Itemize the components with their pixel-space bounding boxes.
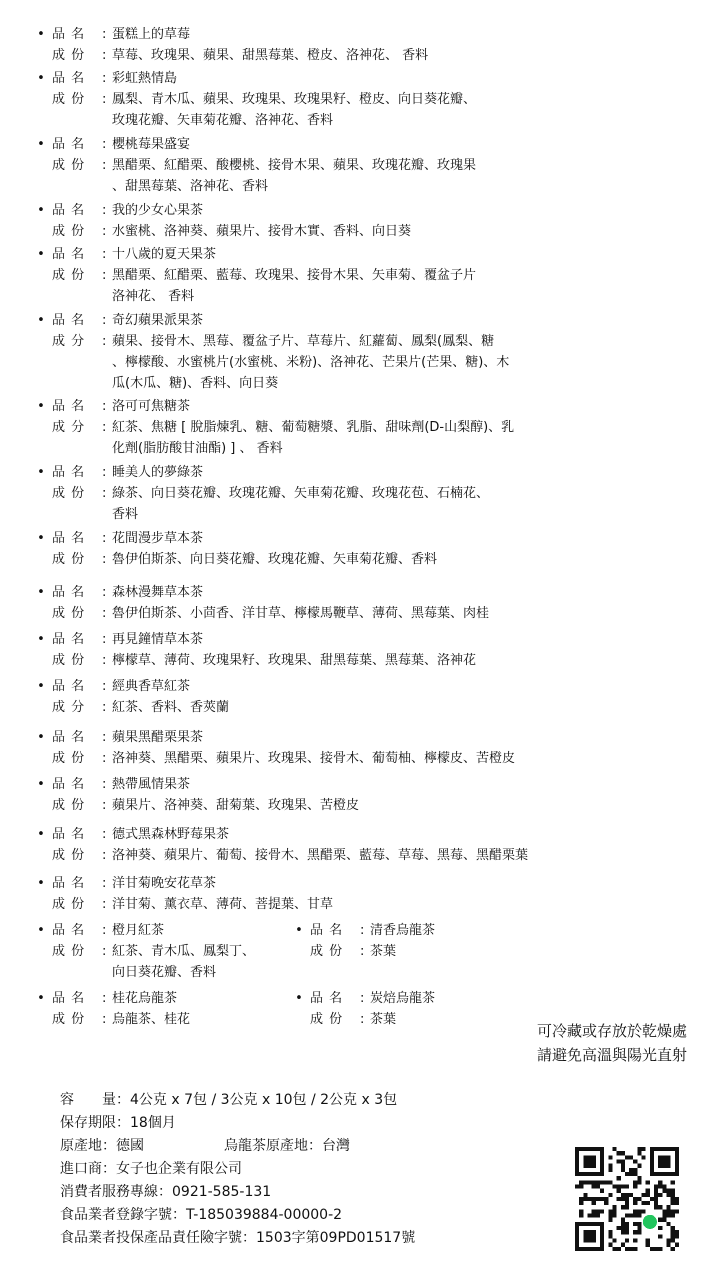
ingredients-label: 成 份 bbox=[52, 798, 86, 813]
bullet-icon: • bbox=[37, 632, 45, 647]
colon: : bbox=[102, 486, 107, 501]
colon: : bbox=[102, 991, 107, 1006]
product-name: 十八歲的夏天果茶 bbox=[112, 247, 217, 262]
name-label: 品 名 bbox=[52, 730, 86, 745]
name-label: 品 名 bbox=[52, 71, 86, 86]
ingredients-label: 成 份 bbox=[52, 653, 86, 668]
product-name: 花間漫步草本茶 bbox=[112, 531, 204, 546]
oolong-origin: 烏龍茶原產地：台灣 bbox=[224, 1138, 350, 1154]
bullet-icon: • bbox=[37, 679, 45, 694]
name-label: 品 名 bbox=[52, 876, 86, 891]
bullet-icon: • bbox=[37, 991, 45, 1006]
name-label: 品 名 bbox=[52, 247, 86, 262]
product-name: 再見鐘情草本茶 bbox=[112, 632, 204, 647]
origin: 原產地：德國 bbox=[60, 1138, 144, 1154]
colon: : bbox=[102, 897, 107, 912]
product-entry bbox=[36, 988, 190, 1030]
product-name: 桂花烏龍茶 bbox=[112, 991, 178, 1006]
colon: : bbox=[102, 876, 107, 891]
product-name: 睡美人的夢綠茶 bbox=[112, 465, 204, 480]
colon: : bbox=[102, 632, 107, 647]
product-name: 橙月紅茶 bbox=[112, 923, 165, 938]
colon: : bbox=[102, 158, 107, 173]
colon: : bbox=[102, 92, 107, 107]
colon: : bbox=[102, 420, 107, 435]
ingredients-continuation: 向日葵花瓣、香料 bbox=[112, 965, 217, 980]
ingredients-text: 紅茶、焦糖 [ 脫脂煉乳、糖、葡萄糖漿、乳脂、甜味劑(D-山梨醇)、乳 bbox=[112, 420, 515, 435]
bullet-icon: • bbox=[37, 923, 45, 938]
shelf-life: 保存期限：18個月 bbox=[60, 1115, 176, 1131]
product-entry bbox=[36, 310, 509, 394]
ingredients-label: 成 份 bbox=[52, 897, 86, 912]
name-label: 品 名 bbox=[52, 313, 86, 328]
product-name: 清香烏龍茶 bbox=[370, 923, 436, 938]
ingredients-label: 成 份 bbox=[52, 486, 86, 501]
colon: : bbox=[102, 679, 107, 694]
product-name: 森林漫舞草本茶 bbox=[112, 585, 204, 600]
ingredients-label: 成 份 bbox=[52, 268, 86, 283]
product-name: 彩虹熱情島 bbox=[112, 71, 178, 86]
ingredients-continuation: 、檸檬酸、水蜜桃片(水蜜桃、米粉)、洛神花、芒果片(芒果、糖)、木 bbox=[112, 355, 510, 370]
bullet-icon: • bbox=[37, 399, 45, 414]
colon: : bbox=[102, 606, 107, 621]
ingredients-continuation: 、甜黑莓葉、洛神花、香料 bbox=[112, 179, 269, 194]
product-name: 我的少女心果茶 bbox=[112, 203, 204, 218]
ingredients-label: 成 份 bbox=[310, 1012, 344, 1027]
bullet-icon: • bbox=[37, 531, 45, 546]
product-entry bbox=[36, 582, 489, 624]
storage-notice bbox=[537, 1019, 687, 1067]
ingredients-label: 成 份 bbox=[52, 158, 86, 173]
colon: : bbox=[102, 585, 107, 600]
bullet-icon: • bbox=[37, 876, 45, 891]
colon: : bbox=[102, 48, 107, 63]
colon: : bbox=[102, 552, 107, 567]
ingredients-continuation: 洛神花、 香料 bbox=[112, 289, 195, 304]
colon: : bbox=[102, 1012, 107, 1027]
product-name: 德式黑森林野莓果茶 bbox=[112, 827, 230, 842]
ingredients-label: 成 份 bbox=[52, 92, 86, 107]
name-label: 品 名 bbox=[310, 991, 344, 1006]
name-label: 品 名 bbox=[52, 827, 86, 842]
ingredients-label: 成 份 bbox=[52, 552, 86, 567]
product-entry bbox=[36, 24, 428, 66]
ingredients-label: 成 份 bbox=[52, 944, 86, 959]
product-entry bbox=[36, 528, 437, 570]
colon: : bbox=[102, 71, 107, 86]
product-name: 蘋果黑醋栗果茶 bbox=[112, 730, 204, 745]
colon: : bbox=[360, 944, 365, 959]
name-label: 品 名 bbox=[52, 137, 86, 152]
product-name: 洛可可焦糖茶 bbox=[112, 399, 191, 414]
bullet-icon: • bbox=[37, 71, 45, 86]
product-name: 洋甘菊晚安花草茶 bbox=[112, 876, 217, 891]
capacity: 容 量：4公克 x 7包 / 3公克 x 10包 / 2公克 x 3包 bbox=[60, 1092, 398, 1108]
bullet-icon: • bbox=[37, 585, 45, 600]
product-name: 經典香草紅茶 bbox=[112, 679, 191, 694]
name-label: 品 名 bbox=[52, 27, 86, 42]
name-label: 品 名 bbox=[52, 679, 86, 694]
product-entry bbox=[36, 629, 476, 671]
colon: : bbox=[102, 247, 107, 262]
product-name: 蛋糕上的草莓 bbox=[112, 27, 191, 42]
ingredients-text: 蘋果、接骨木、黑莓、覆盆子片、草莓片、紅蘿蔔、鳳梨(鳳梨、糖 bbox=[112, 334, 495, 349]
colon: : bbox=[102, 137, 107, 152]
product-entry bbox=[36, 873, 333, 915]
product-name: 奇幻蘋果派果茶 bbox=[112, 313, 204, 328]
colon: : bbox=[102, 798, 107, 813]
colon: : bbox=[102, 848, 107, 863]
name-label: 品 名 bbox=[52, 585, 86, 600]
name-label: 品 名 bbox=[52, 399, 86, 414]
ingredients-label: 成 份 bbox=[52, 1012, 86, 1027]
colon: : bbox=[102, 27, 107, 42]
ingredients-label: 成 份 bbox=[310, 944, 344, 959]
ingredients-label: 成 份 bbox=[52, 48, 86, 63]
product-entry bbox=[36, 134, 476, 197]
insurance-number: 食品業者投保產品責任險字號：1503字第09PD01517號 bbox=[60, 1230, 416, 1246]
name-label: 品 名 bbox=[52, 203, 86, 218]
colon: : bbox=[102, 777, 107, 792]
colon: : bbox=[102, 531, 107, 546]
ingredients-text: 魯伊伯斯茶、向日葵花瓣、玫瑰花瓣、矢車菊花瓣、香料 bbox=[112, 552, 438, 567]
product-entry bbox=[36, 68, 476, 131]
ingredients-text: 蘋果片、洛神葵、甜菊葉、玫瑰果、苦橙皮 bbox=[112, 798, 360, 813]
ingredients-text: 紅茶、青木瓜、鳳梨丁、 bbox=[112, 944, 256, 959]
colon: : bbox=[102, 224, 107, 239]
ingredients-text: 紅茶、香料、香莢蘭 bbox=[112, 700, 230, 715]
ingredients-continuation: 化劑(脂肪酸甘油酯) ] 、 香料 bbox=[112, 441, 283, 456]
product-name: 櫻桃莓果盛宴 bbox=[112, 137, 191, 152]
product-entry bbox=[36, 244, 476, 307]
colon: : bbox=[360, 923, 365, 938]
name-label: 品 名 bbox=[52, 923, 86, 938]
bullet-icon: • bbox=[37, 27, 45, 42]
ingredients-text: 鳳梨、青木瓜、蘋果、玫瑰果、玫瑰果籽、橙皮、向日葵花瓣、 bbox=[112, 92, 477, 107]
qr-code-image[interactable] bbox=[575, 1147, 679, 1251]
colon: : bbox=[102, 313, 107, 328]
ingredients-continuation: 瓜(木瓜、糖)、香料、向日葵 bbox=[112, 376, 279, 391]
colon: : bbox=[102, 923, 107, 938]
bullet-icon: • bbox=[37, 313, 45, 328]
ingredients-continuation: 玫瑰花瓣、矢車菊花瓣、洛神花、香料 bbox=[112, 113, 334, 128]
bullet-icon: • bbox=[37, 730, 45, 745]
ingredients-text: 綠茶、向日葵花瓣、玫瑰花瓣、矢車菊花瓣、玫瑰花苞、石楠花、 bbox=[112, 486, 490, 501]
ingredients-label: 成 分 bbox=[52, 700, 86, 715]
colon: : bbox=[102, 399, 107, 414]
colon: : bbox=[102, 465, 107, 480]
colon: : bbox=[102, 203, 107, 218]
product-entry bbox=[36, 462, 489, 525]
bullet-icon: • bbox=[37, 137, 45, 152]
name-label: 品 名 bbox=[310, 923, 344, 938]
colon: : bbox=[102, 653, 107, 668]
colon: : bbox=[102, 751, 107, 766]
ingredients-label: 成 份 bbox=[52, 224, 86, 239]
product-entry bbox=[36, 774, 359, 816]
colon: : bbox=[102, 827, 107, 842]
name-label: 品 名 bbox=[52, 632, 86, 647]
ingredients-text: 洋甘菊、薰衣草、薄荷、菩提葉、甘草 bbox=[112, 897, 334, 912]
product-entry bbox=[294, 988, 435, 1030]
product-entry bbox=[36, 200, 411, 242]
ingredients-label: 成 份 bbox=[52, 606, 86, 621]
product-entry bbox=[36, 824, 528, 866]
storage-line-1: 可冷藏或存放於乾燥處 bbox=[536, 1022, 687, 1040]
product-info bbox=[60, 1089, 415, 1250]
name-label: 品 名 bbox=[52, 465, 86, 480]
colon: : bbox=[102, 944, 107, 959]
hotline: 消費者服務專線：0921-585-131 bbox=[60, 1184, 272, 1200]
ingredients-label: 成 分 bbox=[52, 334, 86, 349]
ingredients-text: 魯伊伯斯茶、小茴香、洋甘草、檸檬馬鞭草、薄荷、黑莓葉、肉桂 bbox=[112, 606, 490, 621]
ingredients-text: 黑醋栗、紅醋栗、酸櫻桃、接骨木果、蘋果、玫瑰花瓣、玫瑰果 bbox=[112, 158, 477, 173]
product-entry bbox=[36, 727, 515, 769]
bullet-icon: • bbox=[37, 247, 45, 262]
colon: : bbox=[102, 268, 107, 283]
name-label: 品 名 bbox=[52, 531, 86, 546]
origin-row bbox=[60, 1135, 415, 1158]
bullet-icon: • bbox=[295, 991, 303, 1006]
ingredients-text: 檸檬草、薄荷、玫瑰果籽、玫瑰果、甜黑莓葉、黑莓葉、洛神花 bbox=[112, 653, 477, 668]
bullet-icon: • bbox=[37, 203, 45, 218]
product-entry bbox=[294, 920, 435, 962]
ingredients-text: 洛神葵、蘋果片、葡萄、接骨木、黑醋栗、藍莓、草莓、黑莓、黑醋栗葉 bbox=[112, 848, 529, 863]
name-label: 品 名 bbox=[52, 991, 86, 1006]
colon: : bbox=[360, 991, 365, 1006]
storage-line-2: 請避免高溫與陽光直射 bbox=[536, 1046, 687, 1064]
ingredients-text: 烏龍茶、桂花 bbox=[112, 1012, 191, 1027]
registration-number: 食品業者登錄字號：T-185039884-00000-2 bbox=[60, 1207, 343, 1223]
ingredients-text: 草莓、玫瑰果、蘋果、甜黑莓葉、橙皮、洛神花、 香料 bbox=[112, 48, 429, 63]
bullet-icon: • bbox=[37, 827, 45, 842]
name-label: 品 名 bbox=[52, 777, 86, 792]
colon: : bbox=[360, 1012, 365, 1027]
ingredients-label: 成 份 bbox=[52, 751, 86, 766]
ingredients-text: 黑醋栗、紅醋栗、藍莓、玫瑰果、接骨木果、矢車菊、覆盆子片 bbox=[112, 268, 477, 283]
product-entry bbox=[36, 396, 514, 459]
ingredients-label: 成 份 bbox=[52, 848, 86, 863]
product-name: 熱帶風情果茶 bbox=[112, 777, 191, 792]
colon: : bbox=[102, 334, 107, 349]
ingredients-text: 洛神葵、黑醋栗、蘋果片、玫瑰果、接骨木、葡萄柚、檸檬皮、苦橙皮 bbox=[112, 751, 516, 766]
product-entry bbox=[36, 920, 255, 983]
ingredients-text: 茶葉 bbox=[370, 944, 397, 959]
bullet-icon: • bbox=[37, 465, 45, 480]
ingredients-text: 水蜜桃、洛神葵、蘋果片、接骨木實、香料、向日葵 bbox=[112, 224, 412, 239]
bullet-icon: • bbox=[37, 777, 45, 792]
product-name: 炭焙烏龍茶 bbox=[370, 991, 436, 1006]
ingredients-text: 茶葉 bbox=[370, 1012, 397, 1027]
colon: : bbox=[102, 700, 107, 715]
colon: : bbox=[102, 730, 107, 745]
product-entry bbox=[36, 676, 229, 718]
ingredients-label: 成 分 bbox=[52, 420, 86, 435]
bullet-icon: • bbox=[295, 923, 303, 938]
ingredients-continuation: 香料 bbox=[112, 507, 139, 522]
importer: 進口商：女子也企業有限公司 bbox=[60, 1161, 242, 1177]
